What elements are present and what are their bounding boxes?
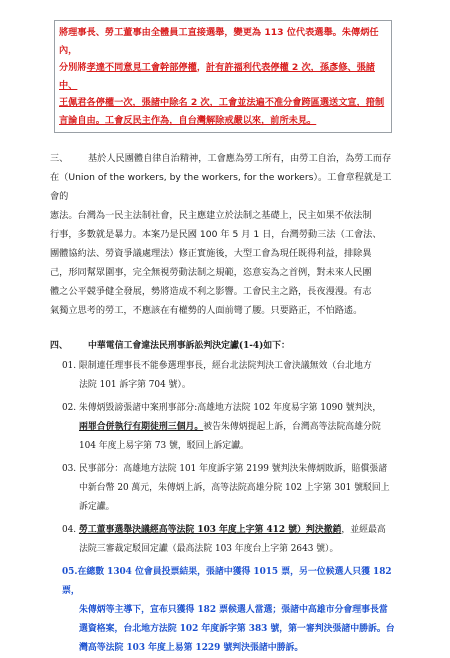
- section-number: 四、: [50, 341, 68, 351]
- list-item: [62, 521, 400, 559]
- paragraph-line: 體之公平競爭健全發展，勢將造成不利之影響。工會民主之路，長夜漫漫。有志: [50, 286, 372, 297]
- underlined-verdict: 勞工董事選舉決議經高等法院 103 年度上字第 412 號）判決撤銷: [78, 525, 342, 535]
- box-line: [59, 94, 387, 112]
- box-line: [59, 112, 387, 130]
- red-text: ，: [196, 62, 206, 73]
- item-line: 03. 民事部分：高雄地方法院 101 年度訴字第 2199 號判決朱傳炳敗訴，賠償張諸: [62, 464, 388, 474]
- item-line: 法院 101 訴字第 704 號）。: [79, 380, 191, 390]
- paragraph-line: 團體協約法、勞資爭議處理法）修正實施後，大型工會為現任既得利益，排除異: [50, 248, 372, 259]
- section-three: [50, 149, 400, 320]
- item-line: 法院三審裁定駁回定讞（最高法院 103 年度台上字第 2643 號）。: [79, 544, 339, 554]
- item-line: 訴定讞。: [79, 502, 115, 512]
- item-line: [62, 418, 400, 437]
- underlined-red-text: 計有許福利代表停權 2 次，孫彥修、張諸中、: [59, 62, 375, 91]
- list-item: [62, 460, 400, 517]
- item-line: 選資格案，台北地方法院 102 年度訴字第 383 號，第一審判決張諸中勝訴。台: [79, 624, 395, 634]
- underlined-red-text: 言論自由。工會反民主作為，自台灣解除戒嚴以來，前所未見。: [59, 114, 317, 126]
- red-text: 分別將: [59, 62, 87, 73]
- item-text: 被告朱傳炳提起上訴，台灣高等法院高雄分院: [203, 422, 381, 432]
- list-item: [62, 399, 400, 456]
- item-line: 朱傳炳等主導下，宣布只獲得 182 票候選人當選；張諸中高雄市分會理事長當: [79, 605, 388, 615]
- item-line: 中新台幣 20 萬元，朱傳炳上訴，高等法院高雄分院 102 上字第 301 號駁回上: [79, 483, 390, 493]
- box-line: [59, 59, 387, 94]
- paragraph-line: 在（Union of the workers, by the workers, for the workers）。工會章程就是工會的: [50, 172, 392, 202]
- bordered-note-box: [54, 20, 392, 133]
- section-title: 中華電信工會違法民刑事訴訟判決定讞(1-4)如下：: [88, 341, 290, 351]
- underlined-verdict: 兩罪合併執行有期徒刑三個月。: [79, 422, 204, 432]
- item-line: 02. 朱傳炳毀謗張諸中案刑事部分:高雄地方法院 102 年度易字第 1090 號判決，: [62, 403, 382, 413]
- list-item: [62, 563, 400, 658]
- paragraph-line: 氣獨立思考的勞工，不應該在有權勢的人面前彎了腰。只要路正，不怕路遙。: [50, 305, 363, 316]
- underlined-red-text: 王佩君各停權一次，張諸中除名 2 次，工會並法遍不准分會跨區選送文宣，箝制: [59, 97, 385, 108]
- item-line: 01. 限制連任理事長不能參選理事長，經台北法院判決工會決議無效（台北地方: [62, 361, 372, 371]
- paragraph-line: 基於人民團體自律自治精神，工會應為勞工所有，由勞工自治，為勞工而存: [88, 153, 392, 164]
- section-four: [50, 338, 400, 658]
- paragraph-line: 己，形同幫眾圍事，完全無視勞動法制之規範，恣意妄為之首例，對未來人民團: [50, 267, 372, 278]
- list-item: [62, 357, 400, 395]
- red-text: 將理事長、勞工董事由全體員工直接選舉，變更為 113 位代表選舉。朱傳炳任內，: [59, 27, 379, 56]
- item-text: 04.: [62, 525, 79, 535]
- item-line: 104 年度上易字第 73 號，駁回上訴定讞。: [79, 441, 249, 451]
- item-line: [62, 521, 400, 540]
- section-four-title: [50, 338, 400, 351]
- paragraph-line: 憲法。台灣為一民主法制社會，民主應建立於法制之基礎上，民主如果不依法制: [50, 210, 372, 221]
- item-line: 灣高等法院 103 年度上易第 1229 號判決張諸中勝訴。: [79, 643, 304, 653]
- item-line: 05.在總數 1304 位會員投票結果，張諸中獲得 1015 票，另一位候選人只獲 182 票，: [62, 567, 392, 596]
- paragraph-line: 行事，多數就是暴力。本案乃是民國 100 年 5 月 1 日，台灣勞動三法（工會法、: [50, 229, 382, 240]
- underlined-red-text: 孝達不同意見工會幹部停權: [86, 62, 197, 73]
- section-three-head: [50, 149, 400, 168]
- item-text: ，並經最高: [341, 525, 386, 535]
- section-number: 三、: [50, 153, 69, 164]
- box-line: [59, 24, 387, 59]
